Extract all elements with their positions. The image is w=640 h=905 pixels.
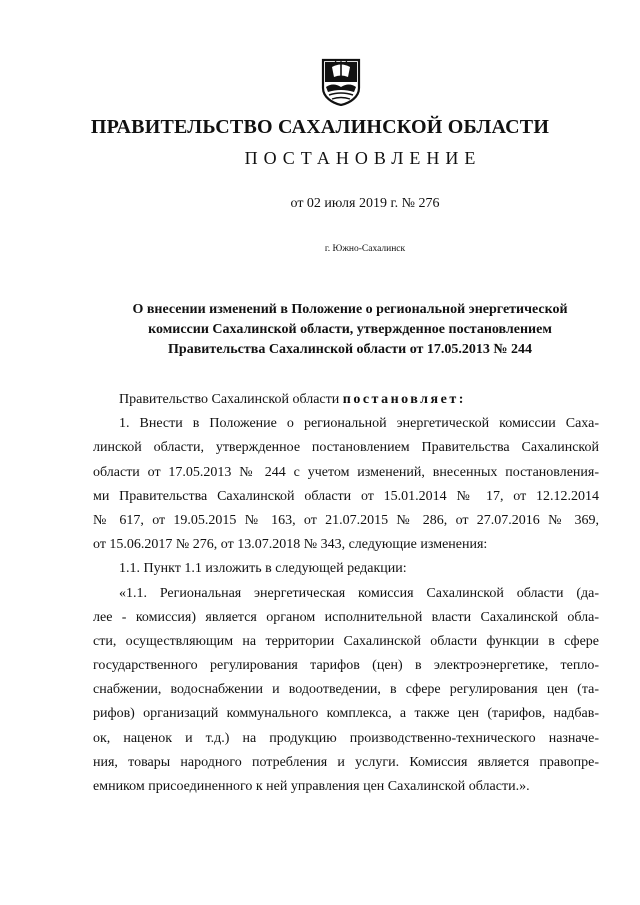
body-line: области от 17.05.2013 № 244 с учетом изменений, внесенных постановления- <box>93 464 599 480</box>
document-date-number: от 02 июля 2019 г. № 276 <box>290 196 440 211</box>
intro-line <box>93 388 599 412</box>
document-body <box>93 388 599 799</box>
body-line: линской области, утвержденное постановлением Правительства Сахалинской <box>93 440 599 456</box>
body-line: «1.1. Региональная энергетическая комиссия Сахалинской области (да- <box>119 585 599 601</box>
body-line: рифов) организаций коммунального комплекса, а также цен (тарифов, надбав- <box>93 706 599 722</box>
body-line: ния, товары народного потребления и услуги. Комиссия является правопре- <box>93 754 599 770</box>
city-name: г. Южно-Сахалинск <box>324 244 406 254</box>
subject-line: комиссии Сахалинской области, утвержденное постановлением <box>148 322 552 337</box>
subject-line: О внесении изменений в Положение о региональной энергетической <box>132 302 568 317</box>
body-line: от 15.06.2017 № 276, от 13.07.2018 № 343, следующие изменения: <box>93 537 488 553</box>
document-subject <box>100 300 600 360</box>
decree-verb: постановляет: <box>342 392 466 407</box>
body-line: № 617, от 19.05.2015 № 163, от 21.07.2015 № 286, от 27.07.2016 № 369, <box>93 512 599 528</box>
body-line: ми Правительства Сахалинской области от 15.01.2014 № 17, от 12.12.2014 <box>93 488 599 504</box>
intro-text: Правительство Сахалинской области <box>119 392 343 407</box>
document-type: ПОСТАНОВЛЕНИЕ <box>244 148 482 168</box>
body-line: снабжении, водоснабжении и водоотведении, в сфере регулирования цен (та- <box>93 682 599 698</box>
body-line: ок, наценок и т.д.) на продукцию производственно-технического назначе- <box>93 730 599 746</box>
body-line: лее - комиссия) является органом исполнительной власти Сахалинской обла- <box>93 609 599 625</box>
body-line: сти, осуществляющим на территории Сахалинской области функции в сфере <box>93 633 599 649</box>
body-line: 1.1. Пункт 1.1 изложить в следующей редакции: <box>119 561 407 577</box>
body-line: емником присоединенного к ней управления цен Сахалинской области.». <box>93 779 530 794</box>
subject-line: Правительства Сахалинской области от 17.05.2013 № 244 <box>168 342 532 357</box>
body-line: государственного регулирования тарифов (цен) в электроэнергетике, тепло- <box>93 658 599 674</box>
government-title: ПРАВИТЕЛЬСТВО САХАЛИНСКОЙ ОБЛАСТИ <box>90 116 550 138</box>
body-line: 1. Внести в Положение о региональной энергетической комиссии Саха- <box>119 416 599 432</box>
sakhalin-coat-of-arms-icon <box>320 58 362 106</box>
